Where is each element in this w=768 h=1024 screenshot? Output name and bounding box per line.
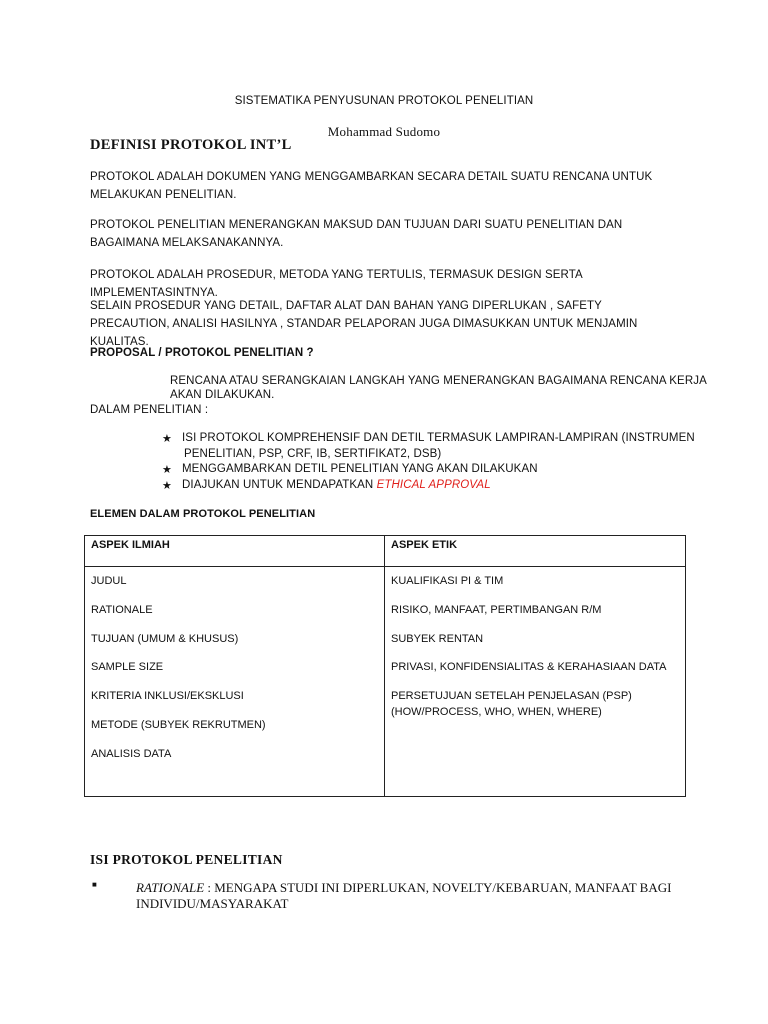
list-item: RATIONALE	[91, 603, 153, 616]
elemen-table	[84, 535, 686, 797]
rationale-term: RATIONALE	[136, 880, 205, 895]
list-item: KRITERIA INKLUSI/EKSKLUSI	[91, 690, 244, 703]
bullet-item-text: MENGGAMBARKAN DETIL PENELITIAN YANG AKAN DILAKUKAN	[182, 463, 538, 475]
table-cell-aspek-ilmiah	[85, 567, 385, 797]
elemen-heading: ELEMEN DALAM PROTOKOL PENELITIAN	[90, 508, 316, 520]
star-icon: ★	[162, 433, 172, 445]
list-item: KUALIFIKASI PI & TIM	[391, 575, 504, 587]
section-heading-definisi: DEFINISI PROTOKOL INT’L	[90, 137, 292, 153]
paragraph: PROTOKOL ADALAH DOKUMEN YANG MENGGAMBARKAN SECARA DETAIL SUATU RENCANA UNTUK MELAKUKAN PENELITIAN.	[90, 171, 653, 201]
dalam-penelitian-label: DALAM PENELITIAN :	[90, 404, 209, 416]
table-row	[85, 567, 686, 797]
table-header-row	[85, 536, 686, 567]
table-cell-aspek-etik	[385, 567, 686, 797]
ethical-approval-highlight: ETHICAL APPROVAL	[376, 479, 491, 491]
list-item: SAMPLE SIZE	[91, 661, 164, 674]
list-item: SUBYEK RENTAN	[391, 632, 484, 645]
star-icon: ★	[162, 480, 172, 492]
list-item: JUDUL	[91, 575, 127, 587]
bullet-item-text: DIAJUKAN UNTUK MENDAPATKAN	[182, 479, 377, 491]
bullet-item-text: ISI PROTOKOL KOMPREHENSIF DAN DETIL TERMASUK LAMPIRAN-LAMPIRAN (INSTRUMEN	[182, 432, 695, 444]
list-item: PRIVASI, KONFIDENSIALITAS & KERAHASIAAN DATA	[391, 661, 667, 674]
bullet-item-text: PENELITIAN, PSP, CRF, IB, SERTIFIKAT2, DSB)	[184, 448, 442, 460]
proposal-description-line: RENCANA ATAU SERANGKAIAN LANGKAH YANG MENERANGKAN BAGAIMANA RENCANA KERJA	[170, 375, 707, 387]
bullet-item	[182, 479, 491, 491]
proposal-heading: PROPOSAL / PROTOKOL PENELITIAN ?	[90, 347, 314, 359]
list-item: (HOW/PROCESS, WHO, WHEN, WHERE)	[391, 706, 602, 719]
paragraph: PROTOKOL ADALAH PROSEDUR, METODA YANG TERTULIS, TERMASUK DESIGN SERTA IMPLEMENTASINTNYA.	[90, 269, 583, 299]
paragraph: SELAIN PROSEDUR YANG DETAIL, DAFTAR ALAT DAN BAHAN YANG DIPERLUKAN , SAFETY PRECAUTION, ANALISI HASILNYA , STANDAR PELAPORAN JUGA DIMASUKKAN UNTUK MENJAMIN KUALITAS.	[90, 300, 638, 348]
list-item: ANALISIS DATA	[91, 747, 172, 760]
isi-list-item	[136, 880, 676, 912]
author-name: Mohammad Sudomo	[327, 124, 441, 139]
list-item: TUJUAN (UMUM & KHUSUS)	[91, 632, 239, 645]
list-item: PERSETUJUAN SETELAH PENJELASAN (PSP)	[391, 690, 632, 703]
table-header-aspek-ilmiah: ASPEK ILMIAH	[85, 536, 385, 567]
star-icon: ★	[162, 464, 172, 476]
square-bullet-icon: ■	[92, 880, 97, 889]
isi-list-item-text: : MENGAPA STUDI INI DIPERLUKAN, NOVELTY/KEBARUAN, MANFAAT BAGI INDIVIDU/MASYARAKAT	[136, 880, 672, 911]
paragraph: PROTOKOL PENELITIAN MENERANGKAN MAKSUD DAN TUJUAN DARI SUATU PENELITIAN DAN BAGAIMANA MELAKSANAKANNYA.	[90, 219, 623, 249]
document-title: SISTEMATIKA PENYUSUNAN PROTOKOL PENELITIAN	[234, 95, 534, 107]
proposal-description-line: AKAN DILAKUKAN.	[170, 389, 275, 401]
isi-protokol-heading: ISI PROTOKOL PENELITIAN	[90, 852, 283, 867]
table-header-aspek-etik: ASPEK ETIK	[385, 536, 686, 567]
list-item: METODE (SUBYEK REKRUTMEN)	[91, 718, 266, 731]
list-item: RISIKO, MANFAAT, PERTIMBANGAN R/M	[391, 603, 602, 616]
